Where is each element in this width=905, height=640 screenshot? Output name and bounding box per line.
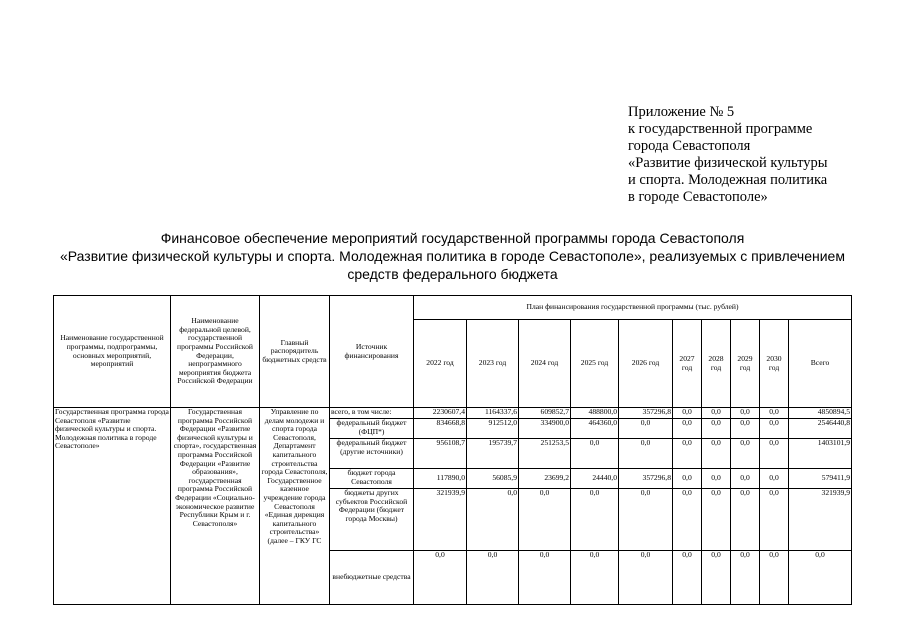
title-line: средств федерального бюджета [347, 266, 558, 282]
value-cell: 334900,0 [519, 419, 571, 439]
value-cell: 0,0 [731, 551, 760, 605]
value-cell: 0,0 [702, 551, 731, 605]
appendix-line: и спорта. Молодежная политика [628, 172, 828, 188]
header-year: 2030 год [760, 320, 789, 408]
value-cell: 0,0 [702, 469, 731, 489]
value-cell: 0,0 [619, 419, 673, 439]
value-cell: 0,0 [414, 551, 467, 605]
value-cell: 0,0 [760, 469, 789, 489]
header-year: 2023 год [467, 320, 519, 408]
value-cell: 0,0 [702, 419, 731, 439]
value-cell: 0,0 [731, 439, 760, 469]
header-year: 2022 год [414, 320, 467, 408]
value-cell: 0,0 [673, 551, 702, 605]
value-cell: 195739,7 [467, 439, 519, 469]
value-cell: 488800,0 [571, 408, 619, 419]
value-cell: 0,0 [760, 551, 789, 605]
total-cell: 2546440,8 [789, 419, 852, 439]
value-cell: 117890,0 [414, 469, 467, 489]
value-cell: 2230607,4 [414, 408, 467, 419]
appendix-line: в городе Севастополе» [628, 189, 768, 205]
value-cell: 0,0 [467, 489, 519, 551]
value-cell: 0,0 [673, 439, 702, 469]
value-cell: 956108,7 [414, 439, 467, 469]
value-cell: 23699,2 [519, 469, 571, 489]
source-cell: внебюджетные средства [330, 551, 414, 605]
value-cell: 0,0 [731, 408, 760, 419]
value-cell: 0,0 [519, 551, 571, 605]
header-year: 2024 год [519, 320, 571, 408]
value-cell: 321939,9 [414, 489, 467, 551]
value-cell: 0,0 [619, 551, 673, 605]
value-cell: 56085,9 [467, 469, 519, 489]
value-cell: 0,0 [760, 419, 789, 439]
value-cell: 0,0 [731, 469, 760, 489]
header-plan: План финансирования государственной программы (тыс. рублей) [414, 296, 852, 320]
header-manager: Главный распорядитель бюджетных средств [260, 296, 330, 408]
document-title [40, 229, 865, 283]
value-cell: 0,0 [673, 489, 702, 551]
program-name-cell: Государственная программа города Севастополя «Развитие физической культуры и спорта. Молодежная политика в городе Севастополе» [54, 408, 171, 605]
value-cell: 357296,8 [619, 469, 673, 489]
header-year: 2028 год [702, 320, 731, 408]
value-cell: 0,0 [571, 489, 619, 551]
appendix-line: Приложение № 5 [628, 104, 735, 120]
value-cell: 0,0 [571, 551, 619, 605]
title-line: Финансовое обеспечение мероприятий государственной программы города Севастополя [160, 230, 745, 246]
value-cell: 609852,7 [519, 408, 571, 419]
appendix-block [628, 104, 898, 206]
federal-program-cell: Государственная программа Российской Федерации «Развитие физической культуры и спорта», государственная программа Российской Федерации «Развитие образования», государственная программа Российской Федерации «Социально-экономическое развитие Республики Крым и г. Севастополя» [171, 408, 260, 605]
value-cell: 0,0 [571, 439, 619, 469]
value-cell: 1164337,6 [467, 408, 519, 419]
value-cell: 251253,5 [519, 439, 571, 469]
header-federal-program: Наименование федеральной целевой, государственной программы Российской Федерации, непрограммного мероприятия бюджета Российской Федерации [171, 296, 260, 408]
header-row [54, 296, 852, 320]
header-total: Всего [789, 320, 852, 408]
value-cell: 0,0 [673, 408, 702, 419]
total-cell: 579411,9 [789, 469, 852, 489]
appendix-line: города Севастополя [628, 138, 751, 154]
value-cell: 0,0 [702, 439, 731, 469]
value-cell: 0,0 [760, 439, 789, 469]
value-cell: 0,0 [731, 419, 760, 439]
value-cell: 0,0 [619, 439, 673, 469]
value-cell: 0,0 [760, 489, 789, 551]
title-line: «Развитие физической культуры и спорта. Молодежная политика в городе Севастополе», реализуемых с привлечением [60, 248, 845, 264]
header-year: 2027 год [673, 320, 702, 408]
value-cell: 0,0 [702, 489, 731, 551]
manager-cell: Управление по делам молодежи и спорта города Севастополя, Департамент капитального строительства города Севастополя, Государственное казенное учреждение города Севастополя «Единая дирекция капитального строительства» (далее – ГКУ ГС [260, 408, 330, 605]
value-cell: 24440,0 [571, 469, 619, 489]
header-year: 2025 год [571, 320, 619, 408]
value-cell: 0,0 [760, 408, 789, 419]
table-row [54, 408, 852, 419]
header-year: 2026 год [619, 320, 673, 408]
value-cell: 0,0 [702, 408, 731, 419]
source-cell: бюджет города Севастополя [330, 469, 414, 489]
total-cell: 4850894,5 [789, 408, 852, 419]
appendix-line: «Развитие физической культуры [628, 155, 828, 171]
appendix-line: к государственной программе [628, 121, 813, 137]
source-cell: бюджеты других субъектов Российской Федерации (бюджет города Москвы) [330, 489, 414, 551]
financing-table [53, 295, 852, 605]
source-cell: федеральный бюджет (ФЦП*) [330, 419, 414, 439]
value-cell: 0,0 [619, 489, 673, 551]
value-cell: 912512,0 [467, 419, 519, 439]
total-cell: 0,0 [789, 551, 852, 605]
source-cell: всего, в том числе: [330, 408, 414, 419]
value-cell: 357296,8 [619, 408, 673, 419]
value-cell: 0,0 [467, 551, 519, 605]
header-year: 2029 год [731, 320, 760, 408]
header-source: Источник финансирования [330, 296, 414, 408]
total-cell: 1403101,9 [789, 439, 852, 469]
value-cell: 464360,0 [571, 419, 619, 439]
value-cell: 0,0 [673, 469, 702, 489]
value-cell: 834668,8 [414, 419, 467, 439]
source-cell: федеральный бюджет (другие источники) [330, 439, 414, 469]
header-program-name: Наименование государственной программы, подпрограммы, основных мероприятий, мероприятий [54, 296, 171, 408]
total-cell: 321939,9 [789, 489, 852, 551]
value-cell: 0,0 [519, 489, 571, 551]
value-cell: 0,0 [731, 489, 760, 551]
value-cell: 0,0 [673, 419, 702, 439]
